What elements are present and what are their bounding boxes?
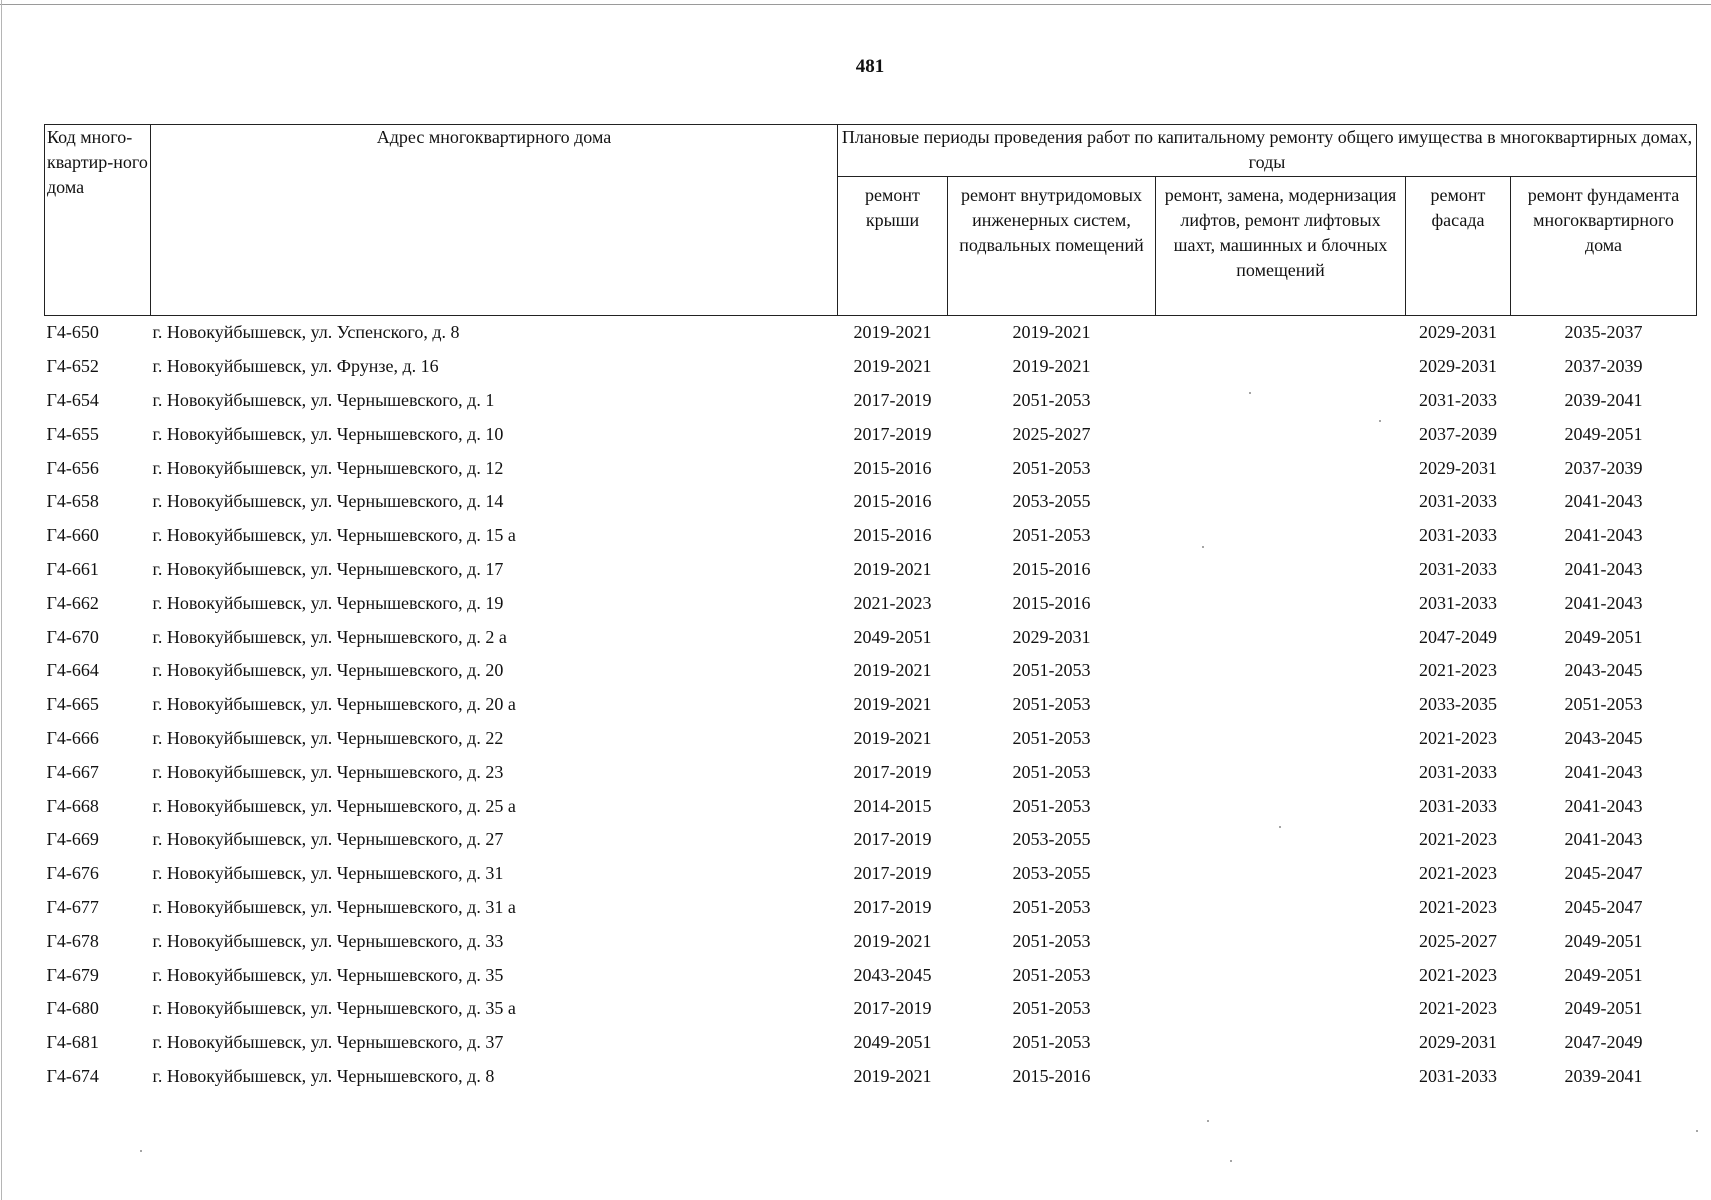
table-row [45,891,1697,925]
cell-facade: 2021-2023 [1419,727,1497,748]
cell-roof: 2019-2021 [853,727,932,748]
cell-elevators [1156,451,1406,485]
cell-roof: 2019-2021 [853,694,932,715]
table-row [45,722,1697,756]
scan-speck [1379,420,1381,422]
cell-roof: 2021-2023 [853,592,932,613]
cell-foundation: 2043-2045 [1564,660,1643,681]
cell-address: г. Новокуйбышевск, ул. Успенского, д. 8 [152,322,460,343]
cell-facade: 2029-2031 [1419,322,1497,343]
header-code: Код много-квартир-ного дома [45,125,151,316]
repair-schedule-table [44,124,1697,1093]
cell-address: г. Новокуйбышевск, ул. Чернышевского, д. 15 а [152,525,516,546]
table-row [45,485,1697,519]
cell-address: г. Новокуйбышевск, ул. Чернышевского, д. 20 а [152,694,516,715]
cell-code: Г4-661 [46,558,99,579]
cell-foundation: 2051-2053 [1564,694,1643,715]
scan-speck [140,1150,142,1152]
cell-engineering: 2051-2053 [1012,761,1091,782]
cell-foundation: 2041-2043 [1564,558,1643,579]
cell-foundation: 2045-2047 [1564,896,1643,917]
cell-roof: 2015-2016 [853,491,932,512]
scan-speck [1207,1120,1209,1122]
cell-address: г. Новокуйбышевск, ул. Чернышевского, д. 8 [152,1065,495,1086]
table-row [45,823,1697,857]
cell-engineering: 2051-2053 [1012,660,1091,681]
cell-elevators [1156,417,1406,451]
cell-facade: 2021-2023 [1419,964,1497,985]
cell-elevators [1156,620,1406,654]
cell-foundation: 2047-2049 [1564,1032,1643,1053]
cell-elevators [1156,1026,1406,1060]
cell-roof: 2019-2021 [853,660,932,681]
cell-facade: 2031-2033 [1419,761,1497,782]
cell-code: Г4-679 [46,964,99,985]
cell-engineering: 2051-2053 [1012,694,1091,715]
cell-address: г. Новокуйбышевск, ул. Чернышевского, д. 31 [152,863,504,884]
cell-roof: 2014-2015 [853,795,932,816]
table-row [45,553,1697,587]
page-number: 481 [855,56,885,77]
table-row [45,958,1697,992]
table-row [45,1026,1697,1060]
cell-facade: 2021-2023 [1419,896,1497,917]
cell-roof: 2017-2019 [853,389,932,410]
cell-engineering: 2051-2053 [1012,457,1091,478]
cell-elevators [1156,654,1406,688]
cell-foundation: 2041-2043 [1564,795,1643,816]
cell-facade: 2021-2023 [1419,829,1497,850]
table-row [45,857,1697,891]
cell-code: Г4-669 [46,829,99,850]
cell-foundation: 2041-2043 [1564,592,1643,613]
cell-code: Г4-681 [46,1032,99,1053]
cell-roof: 2017-2019 [853,896,932,917]
cell-foundation: 2049-2051 [1564,423,1643,444]
cell-engineering: 2053-2055 [1012,829,1091,850]
cell-address: г. Новокуйбышевск, ул. Чернышевского, д. 25 а [152,795,516,816]
cell-code: Г4-658 [46,491,99,512]
cell-engineering: 2019-2021 [1012,356,1091,377]
scan-speck [1202,546,1204,548]
cell-engineering: 2029-2031 [1012,626,1091,647]
cell-code: Г4-667 [46,761,99,782]
cell-roof: 2019-2021 [853,930,932,951]
scan-speck [1696,1130,1698,1132]
cell-facade: 2025-2027 [1419,930,1497,951]
cell-code: Г4-662 [46,592,99,613]
table-row [45,586,1697,620]
cell-code: Г4-674 [46,1065,99,1086]
cell-facade: 2031-2033 [1419,592,1497,613]
cell-address: г. Новокуйбышевск, ул. Чернышевского, д. 23 [152,761,504,782]
cell-elevators [1156,586,1406,620]
cell-address: г. Новокуйбышевск, ул. Чернышевского, д. 19 [152,592,504,613]
cell-foundation: 2035-2037 [1564,322,1643,343]
cell-roof: 2019-2021 [853,558,932,579]
cell-facade: 2047-2049 [1419,626,1497,647]
cell-elevators [1156,789,1406,823]
cell-foundation: 2049-2051 [1564,998,1643,1019]
cell-elevators [1156,857,1406,891]
cell-roof: 2017-2019 [853,998,932,1019]
cell-engineering: 2051-2053 [1012,525,1091,546]
table-row [45,755,1697,789]
cell-code: Г4-678 [46,930,99,951]
cell-address: г. Новокуйбышевск, ул. Чернышевского, д. 20 [152,660,504,681]
cell-foundation: 2049-2051 [1564,964,1643,985]
cell-elevators [1156,384,1406,418]
cell-address: г. Новокуйбышевск, ул. Чернышевского, д. 35 [152,964,504,985]
cell-facade: 2029-2031 [1419,457,1497,478]
scan-edge-left [1,0,2,1200]
cell-address: г. Новокуйбышевск, ул. Чернышевского, д. 14 [152,491,504,512]
cell-foundation: 2043-2045 [1564,727,1643,748]
cell-roof: 2019-2021 [853,322,932,343]
cell-engineering: 2051-2053 [1012,896,1091,917]
cell-elevators [1156,688,1406,722]
cell-code: Г4-650 [46,322,99,343]
cell-code: Г4-670 [46,626,99,647]
table-row [45,451,1697,485]
cell-elevators [1156,1060,1406,1094]
scan-edge-top [0,4,1711,5]
cell-elevators [1156,485,1406,519]
cell-engineering: 2053-2055 [1012,491,1091,512]
cell-foundation: 2049-2051 [1564,930,1643,951]
cell-facade: 2037-2039 [1419,423,1497,444]
cell-code: Г4-666 [46,727,99,748]
cell-engineering: 2019-2021 [1012,322,1091,343]
cell-facade: 2031-2033 [1419,1065,1497,1086]
table-header [45,125,1697,316]
cell-roof: 2017-2019 [853,761,932,782]
cell-code: Г4-655 [46,423,99,444]
cell-elevators [1156,350,1406,384]
scan-speck [1230,1160,1232,1162]
cell-engineering: 2025-2027 [1012,423,1091,444]
cell-elevators [1156,823,1406,857]
cell-engineering: 2051-2053 [1012,389,1091,410]
cell-address: г. Новокуйбышевск, ул. Чернышевского, д. 37 [152,1032,504,1053]
table-row [45,992,1697,1026]
cell-elevators [1156,958,1406,992]
table-row [45,789,1697,823]
cell-code: Г4-677 [46,896,99,917]
cell-facade: 2031-2033 [1419,389,1497,410]
table-row [45,316,1697,350]
scan-speck [1279,826,1281,828]
cell-engineering: 2051-2053 [1012,727,1091,748]
cell-code: Г4-668 [46,795,99,816]
cell-code: Г4-665 [46,694,99,715]
cell-facade: 2031-2033 [1419,525,1497,546]
cell-roof: 2049-2051 [853,626,932,647]
cell-engineering: 2015-2016 [1012,558,1091,579]
table-row [45,519,1697,553]
cell-address: г. Новокуйбышевск, ул. Чернышевского, д. 12 [152,457,504,478]
cell-code: Г4-664 [46,660,99,681]
cell-code: Г4-676 [46,863,99,884]
cell-foundation: 2041-2043 [1564,829,1643,850]
cell-roof: 2017-2019 [853,863,932,884]
header-roof: ремонт крыши [838,177,948,316]
cell-address: г. Новокуйбышевск, ул. Чернышевского, д. 27 [152,829,504,850]
cell-address: г. Новокуйбышевск, ул. Чернышевского, д. 17 [152,558,504,579]
cell-foundation: 2049-2051 [1564,626,1643,647]
cell-facade: 2033-2035 [1419,694,1497,715]
cell-facade: 2031-2033 [1419,558,1497,579]
table-row [45,384,1697,418]
cell-roof: 2019-2021 [853,1065,932,1086]
cell-foundation: 2041-2043 [1564,525,1643,546]
header-foundation: ремонт фундамента многоквартирного дома [1511,177,1697,316]
cell-engineering: 2015-2016 [1012,1065,1091,1086]
cell-elevators [1156,553,1406,587]
cell-engineering: 2051-2053 [1012,998,1091,1019]
cell-engineering: 2053-2055 [1012,863,1091,884]
cell-engineering: 2051-2053 [1012,964,1091,985]
table-row [45,620,1697,654]
cell-roof: 2017-2019 [853,829,932,850]
cell-roof: 2017-2019 [853,423,932,444]
cell-foundation: 2039-2041 [1564,389,1643,410]
cell-roof: 2015-2016 [853,525,932,546]
cell-engineering: 2051-2053 [1012,1032,1091,1053]
cell-foundation: 2045-2047 [1564,863,1643,884]
cell-engineering: 2051-2053 [1012,930,1091,951]
cell-roof: 2049-2051 [853,1032,932,1053]
cell-address: г. Новокуйбышевск, ул. Чернышевского, д. 2 а [152,626,507,647]
cell-foundation: 2037-2039 [1564,356,1643,377]
cell-elevators [1156,924,1406,958]
table-body [45,316,1697,1094]
cell-facade: 2021-2023 [1419,998,1497,1019]
cell-foundation: 2037-2039 [1564,457,1643,478]
cell-facade: 2031-2033 [1419,795,1497,816]
cell-elevators [1156,316,1406,350]
header-address: Адрес многоквартирного дома [151,125,838,316]
header-periods-group: Плановые периоды проведения работ по капитальному ремонту общего имущества в многоквартирных домах, годы [838,125,1697,177]
cell-foundation: 2039-2041 [1564,1065,1643,1086]
cell-elevators [1156,519,1406,553]
cell-elevators [1156,891,1406,925]
cell-foundation: 2041-2043 [1564,491,1643,512]
cell-roof: 2015-2016 [853,457,932,478]
cell-engineering: 2051-2053 [1012,795,1091,816]
cell-address: г. Новокуйбышевск, ул. Чернышевского, д. 10 [152,423,504,444]
cell-code: Г4-656 [46,457,99,478]
cell-facade: 2021-2023 [1419,863,1497,884]
table-row [45,654,1697,688]
cell-elevators [1156,755,1406,789]
cell-engineering: 2015-2016 [1012,592,1091,613]
cell-facade: 2031-2033 [1419,491,1497,512]
table-row [45,1060,1697,1094]
cell-code: Г4-654 [46,389,99,410]
cell-code: Г4-660 [46,525,99,546]
cell-code: Г4-652 [46,356,99,377]
cell-code: Г4-680 [46,998,99,1019]
cell-elevators [1156,992,1406,1026]
header-engineering: ремонт внутридомовых инженерных систем, подвальных помещений [948,177,1156,316]
table-row [45,688,1697,722]
cell-roof: 2043-2045 [853,964,932,985]
table-row [45,350,1697,384]
header-elevators: ремонт, замена, модернизация лифтов, ремонт лифтовых шахт, машинных и блочных помещений [1156,177,1406,316]
cell-address: г. Новокуйбышевск, ул. Чернышевского, д. 35 а [152,998,516,1019]
cell-address: г. Новокуйбышевск, ул. Чернышевского, д. 33 [152,930,504,951]
cell-address: г. Новокуйбышевск, ул. Чернышевского, д. 22 [152,727,504,748]
cell-address: г. Новокуйбышевск, ул. Чернышевского, д. 1 [152,389,495,410]
cell-facade: 2029-2031 [1419,1032,1497,1053]
cell-address: г. Новокуйбышевск, ул. Чернышевского, д. 31 а [152,896,516,917]
cell-address: г. Новокуйбышевск, ул. Фрунзе, д. 16 [152,356,439,377]
cell-facade: 2021-2023 [1419,660,1497,681]
cell-foundation: 2041-2043 [1564,761,1643,782]
table-row [45,417,1697,451]
scan-speck [1249,392,1251,394]
cell-elevators [1156,722,1406,756]
table-row [45,924,1697,958]
header-facade: ремонт фасада [1406,177,1511,316]
cell-facade: 2029-2031 [1419,356,1497,377]
cell-roof: 2019-2021 [853,356,932,377]
